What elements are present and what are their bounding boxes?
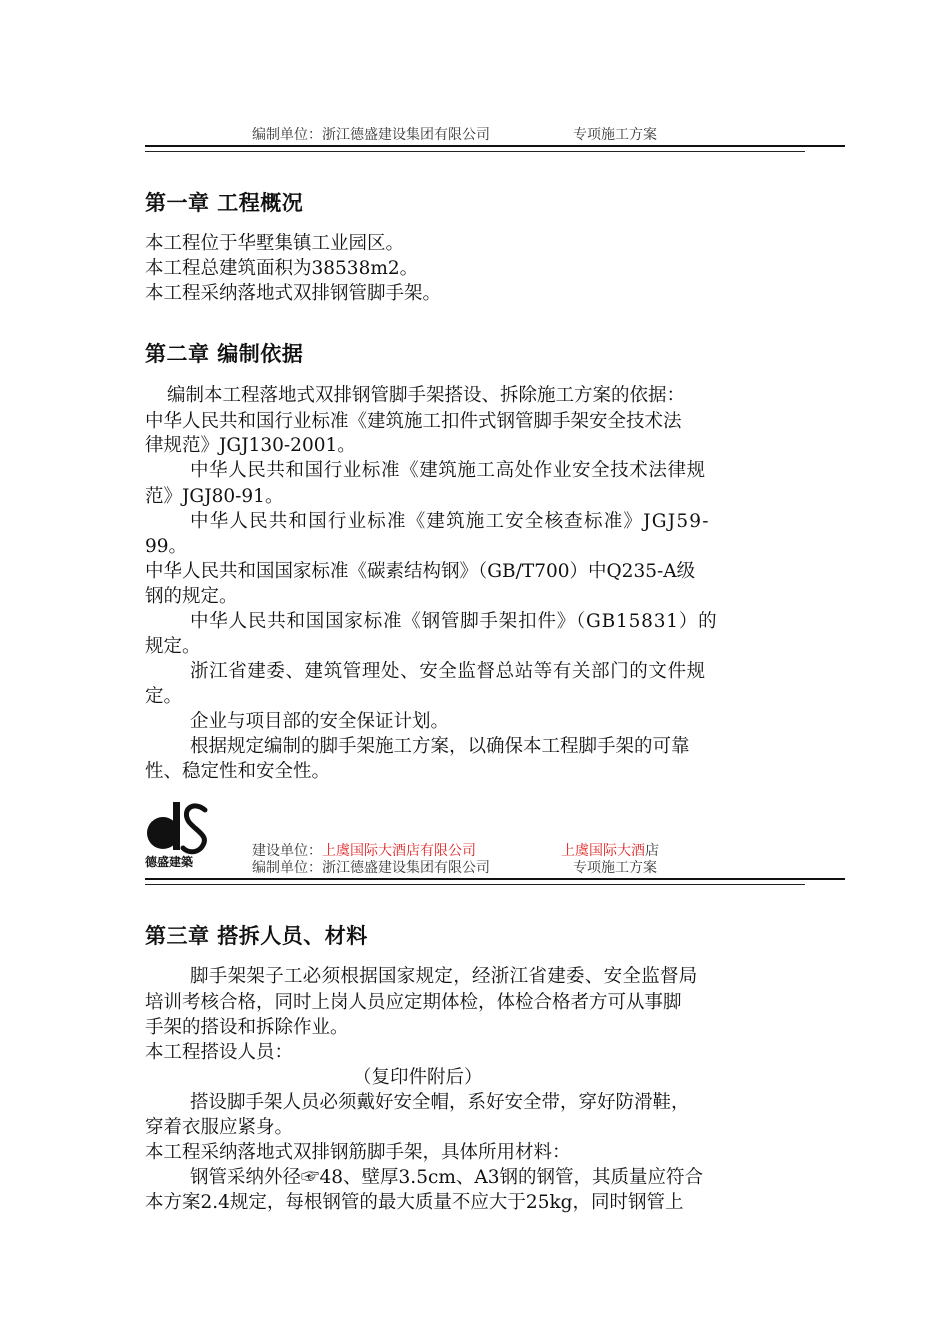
ch1-line: 本工程采纳落地式双排钢管脚手架。 [145,283,442,304]
header-doc-type: 专项施工方案 [573,127,657,143]
header-rule-thick [145,145,845,147]
header-doc-type-2: 专项施工方案 [573,860,657,876]
chapter-2-title: 第二章 编制依据 [145,342,304,366]
header-unit-text-2: 编制单位：浙江德盛建设集团有限公司 [252,860,490,876]
ch3-line: 本工程采纳落地式双排钢筋脚手架，具体所用材料： [145,1142,571,1163]
ch2-line: 钢的规定。 [145,586,238,607]
client-unit-label: 建设单位： [252,843,322,859]
ch2-line: 浙江省建委、建筑管理处、安全监督总站等有关部门的文件规 [190,661,706,682]
header-rule-thick-2 [145,878,845,880]
ch2-line: 编制本工程落地式双排钢管脚手架搭设、拆除施工方案的依据： [167,385,686,406]
ch2-line: 企业与项目部的安全保证计划。 [190,711,450,732]
header-unit-text: 编制单位：浙江德盛建设集团有限公司 [252,127,490,143]
ch2-line: 中华人民共和国国家标准《碳素结构钢》（GB/T700）中Q235-A级 [145,561,696,582]
ch2-line: 性、稳定性和安全性。 [145,761,331,782]
chapter-3-title: 第三章 搭拆人员、材料 [145,924,368,948]
ch3-line: 穿着衣服应紧身。 [145,1117,294,1138]
header-rule-thin [145,151,805,152]
ch2-line: 99。 [145,536,188,557]
ch2-line: 规定。 [145,636,201,657]
client-unit-name: 上虞国际大酒店有限公司 [322,843,476,859]
ch3-line: （复印件附后） [353,1067,483,1088]
ch3-line: 本方案2.4规定，每根钢管的最大质量不应大于25kg，同时钢管上 [145,1192,684,1213]
logo-text: 德盛建築 [145,855,194,869]
ch3-line: 钢管采纳外径☞48、壁厚3.5cm、A3钢的钢管，其质量应符合 [190,1167,703,1188]
ch2-line: 范》JGJ80-91。 [145,486,284,507]
ch3-line: 本工程搭设人员： [145,1042,294,1063]
client-name-red: 上虞国际大酒 [561,843,645,859]
ch1-line: 本工程总建筑面积为38538m2。 [145,258,419,279]
ch3-line: 手架的搭设和拆除作业。 [145,1017,349,1038]
ch3-line: 培训考核合格，同时上岗人员应定期体检，体检合格者方可从事脚 [145,992,682,1013]
ch2-line: 中华人民共和国行业标准《建筑施工安全核查标准》JGJ59- [190,511,710,532]
ch2-line: 中华人民共和国行业标准《建筑施工高处作业安全技术法律规 [190,460,706,481]
ch1-line: 本工程位于华墅集镇工业园区。 [145,233,405,254]
header-rule-thin-2 [145,884,805,885]
company-logo [143,798,213,870]
ch2-line: 律规范》JGJ130-2001。 [145,435,356,456]
ch2-line: 定。 [145,686,183,707]
ch2-line: 中华人民共和国国家标准《钢管脚手架扣件》（GB15831）的 [190,611,718,632]
ch2-line: 根据规定编制的脚手架施工方案，以确保本工程脚手架的可靠 [190,736,690,757]
ch2-line: 中华人民共和国行业标准《建筑施工扣件式钢管脚手架安全技术法 [145,411,682,432]
ch3-line: 搭设脚手架人员必须戴好安全帽，系好安全带，穿好防滑鞋， [190,1092,690,1113]
ch3-line: 脚手架架子工必须根据国家规定，经浙江省建委、安全监督局 [190,966,698,987]
chapter-1-title: 第一章 工程概况 [145,191,304,215]
client-name-suffix: 店 [645,843,659,859]
